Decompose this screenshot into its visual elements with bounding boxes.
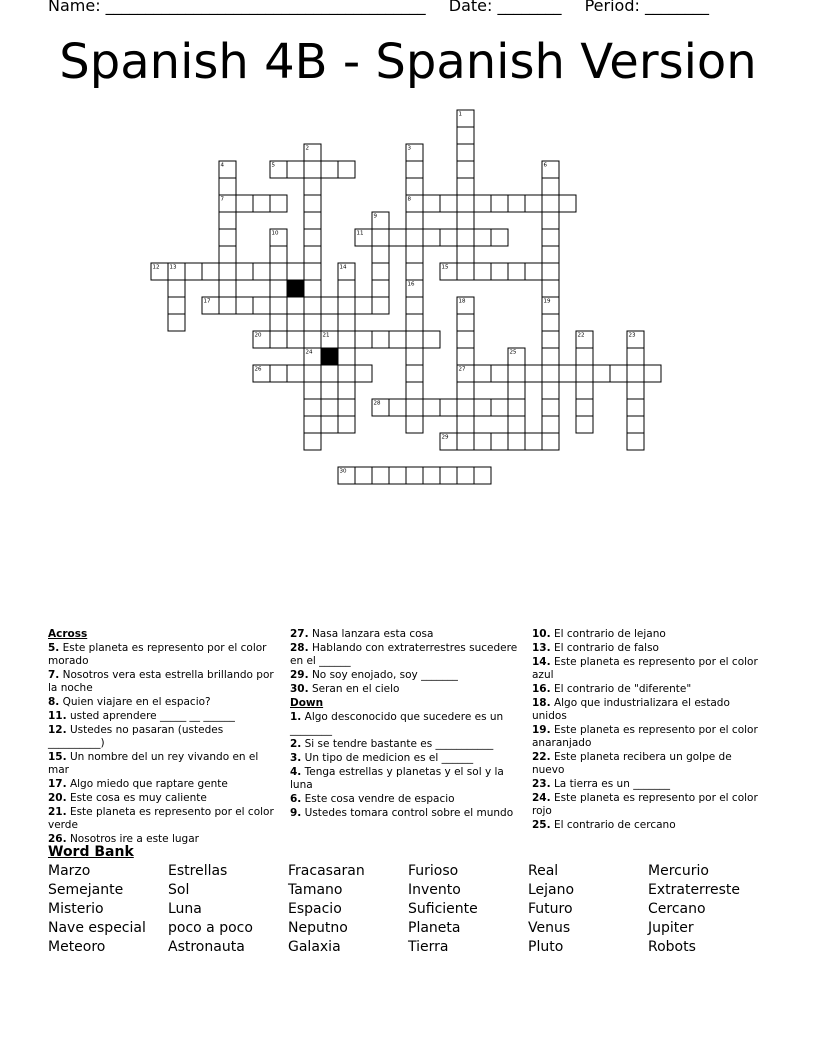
grid-cell[interactable] <box>389 399 406 416</box>
word-bank-item: Meteoro <box>48 939 106 955</box>
grid-cell[interactable] <box>423 229 440 246</box>
word-bank-item: Extraterreste <box>648 882 741 898</box>
word-bank-item: Suficiente <box>408 901 478 917</box>
clue-column-3 <box>532 628 764 833</box>
grid-cell[interactable] <box>474 433 491 450</box>
grid-cell[interactable] <box>321 382 338 399</box>
grid-cell[interactable] <box>406 212 423 229</box>
grid-cell[interactable] <box>338 314 355 331</box>
grid-cell[interactable] <box>457 348 474 365</box>
grid-cell[interactable] <box>304 382 321 399</box>
grid-cell[interactable] <box>304 331 321 348</box>
grid-cell[interactable] <box>542 433 559 450</box>
word-bank-item: Pluto <box>528 939 564 955</box>
grid-cell[interactable] <box>321 416 338 433</box>
grid-cell[interactable] <box>406 399 423 416</box>
grid-cell[interactable] <box>440 229 457 246</box>
clue: 18. Algo que industrializara el estado unidos <box>532 697 730 722</box>
grid-cell[interactable] <box>236 195 253 212</box>
grid-cell[interactable] <box>457 382 474 399</box>
grid-cell[interactable] <box>168 280 185 297</box>
clue-number: 14 <box>339 264 347 271</box>
grid-cell[interactable] <box>372 297 389 314</box>
grid-cell[interactable] <box>338 382 355 399</box>
grid-cell[interactable] <box>457 195 474 212</box>
clue: 16. El contrario de "diferente" <box>532 683 692 695</box>
clue-number: 4 <box>220 162 224 169</box>
clue: 2. Si se tendre bastante es ___________ <box>290 738 494 750</box>
word-bank-item: Lejano <box>528 882 575 898</box>
word-bank-item: Galaxia <box>288 939 341 955</box>
grid-cell[interactable] <box>304 195 321 212</box>
grid-cell[interactable] <box>406 246 423 263</box>
grid-cell[interactable] <box>508 416 525 433</box>
word-bank-item: Cercano <box>648 901 706 917</box>
clue: 14. Este planeta es represento por el color azul <box>532 656 758 681</box>
grid-cell[interactable] <box>610 365 627 382</box>
grid-cell[interactable] <box>457 416 474 433</box>
word-bank-item: Sol <box>168 882 190 898</box>
grid-cell[interactable] <box>457 161 474 178</box>
word-bank-item: Espacio <box>288 901 342 917</box>
grid-cell[interactable] <box>304 416 321 433</box>
grid-cell[interactable] <box>304 229 321 246</box>
clue-number: 25 <box>509 349 517 356</box>
word-bank-item: Luna <box>168 901 202 917</box>
grid-cell[interactable] <box>627 433 644 450</box>
grid-cell[interactable] <box>576 399 593 416</box>
grid-cell[interactable] <box>168 297 185 314</box>
word-bank-item: Robots <box>648 939 696 955</box>
grid-cell[interactable] <box>270 246 287 263</box>
clue-number: 20 <box>254 332 262 339</box>
grid-cell[interactable] <box>406 229 423 246</box>
clue-number: 2 <box>305 145 309 152</box>
grid-cell[interactable] <box>270 263 287 280</box>
grid-cell[interactable] <box>542 195 559 212</box>
grid-cell[interactable] <box>338 280 355 297</box>
clue: 26. Nosotros ire a este lugar <box>48 833 199 845</box>
clue-number: 10 <box>271 230 279 237</box>
grid-cell[interactable] <box>576 348 593 365</box>
period-field[interactable]: Period: ________ <box>584 0 709 15</box>
word-bank-item: Neputno <box>288 920 348 936</box>
grid-cell[interactable] <box>270 280 287 297</box>
clue: 6. Este cosa vendre de espacio <box>290 793 455 805</box>
word-bank-item: poco a poco <box>168 920 253 936</box>
word-bank-item: Venus <box>528 920 571 936</box>
grid-cell[interactable] <box>474 365 491 382</box>
grid-cell[interactable] <box>304 399 321 416</box>
grid-cell[interactable] <box>287 331 304 348</box>
grid-cell[interactable] <box>593 365 610 382</box>
clue: 19. Este planeta es represento por el color anaranjado <box>532 724 758 749</box>
grid-cell[interactable] <box>474 399 491 416</box>
grid-cell[interactable] <box>219 212 236 229</box>
clue-number: 21 <box>322 332 330 339</box>
grid-cell[interactable] <box>491 433 508 450</box>
clue-number: 15 <box>441 264 449 271</box>
clue-number: 6 <box>543 162 547 169</box>
word-bank-item: Tierra <box>408 939 449 955</box>
grid-cell[interactable] <box>644 365 661 382</box>
word-bank-item: Nave especial <box>48 920 146 936</box>
clue-column-2 <box>290 628 522 821</box>
grid-cell[interactable] <box>406 263 423 280</box>
clue-section-title: Down <box>290 697 324 709</box>
grid-cell[interactable] <box>304 263 321 280</box>
grid-cell[interactable] <box>457 331 474 348</box>
word-bank <box>48 862 768 957</box>
grid-cell[interactable] <box>542 263 559 280</box>
grid-cell[interactable] <box>508 399 525 416</box>
grid-cell[interactable] <box>457 229 474 246</box>
grid-cell[interactable] <box>304 178 321 195</box>
clue: 9. Ustedes tomara control sobre el mundo <box>290 807 514 819</box>
clue-number: 13 <box>169 264 177 271</box>
grid-cell[interactable] <box>423 195 440 212</box>
grid-cell[interactable] <box>559 365 576 382</box>
grid-cell[interactable] <box>457 127 474 144</box>
clue: 3. Un tipo de medicion es el ______ <box>290 752 474 764</box>
grid-cell[interactable] <box>423 399 440 416</box>
grid-cell[interactable] <box>525 263 542 280</box>
grid-cell[interactable] <box>440 399 457 416</box>
grid-cell[interactable] <box>304 433 321 450</box>
clue-number: 18 <box>458 298 466 305</box>
grid-cell[interactable] <box>321 161 338 178</box>
grid-cell[interactable] <box>355 297 372 314</box>
grid-cell[interactable] <box>338 331 355 348</box>
grid-cell[interactable] <box>406 348 423 365</box>
grid-cell[interactable] <box>355 365 372 382</box>
grid-cell[interactable] <box>627 348 644 365</box>
clue: 11. usted aprendere _____ __ ______ <box>48 710 235 722</box>
grid-cell[interactable] <box>440 195 457 212</box>
grid-cell[interactable] <box>406 331 423 348</box>
grid-cell[interactable] <box>457 178 474 195</box>
grid-cell[interactable] <box>236 263 253 280</box>
clue-section-title: Across <box>48 628 88 640</box>
grid-cell[interactable] <box>542 246 559 263</box>
grid-cell[interactable] <box>219 297 236 314</box>
grid-cell[interactable] <box>508 433 525 450</box>
grid-cell[interactable] <box>406 161 423 178</box>
grid-cell[interactable] <box>457 212 474 229</box>
clue: 30. Seran en el cielo <box>290 683 400 695</box>
grid-cell[interactable] <box>474 229 491 246</box>
page-title: Spanish 4B - Spanish Version <box>59 34 757 90</box>
word-bank-item: Jupiter <box>648 920 694 936</box>
grid-cell[interactable] <box>372 246 389 263</box>
word-bank-item: Marzo <box>48 863 91 879</box>
clue: 22. Este planeta recibera un golpe de nuevo <box>532 751 732 776</box>
grid-cell[interactable] <box>406 314 423 331</box>
grid-cell[interactable] <box>406 178 423 195</box>
grid-cell[interactable] <box>321 399 338 416</box>
grid-cell[interactable] <box>508 195 525 212</box>
grid-cell[interactable] <box>287 161 304 178</box>
grid-cell[interactable] <box>389 467 406 484</box>
grid-cell[interactable] <box>457 467 474 484</box>
grid-cell[interactable] <box>304 280 321 297</box>
grid-cell[interactable] <box>338 161 355 178</box>
grid-cell[interactable] <box>423 467 440 484</box>
clue: 25. El contrario de cercano <box>532 819 676 831</box>
word-bank-item: Mercurio <box>648 863 709 879</box>
clue: 20. Este cosa es muy caliente <box>48 792 207 804</box>
grid-cell[interactable] <box>576 365 593 382</box>
clue-number: 27 <box>458 366 466 373</box>
clue: 8. Quien viajare en el espacio? <box>48 696 211 708</box>
clue-number: 11 <box>356 230 364 237</box>
clue: 28. Hablando con extraterrestres sucedere en el ______ <box>290 642 518 667</box>
grid-cell[interactable] <box>474 263 491 280</box>
grid-cell[interactable] <box>423 331 440 348</box>
clue-number: 26 <box>254 366 262 373</box>
clue: 15. Un nombre del un rey vivando en el mar <box>48 751 259 776</box>
clue-number: 29 <box>441 434 449 441</box>
clue-number: 16 <box>407 281 415 288</box>
word-bank-item: Estrellas <box>168 863 228 879</box>
word-bank-item: Fracasaran <box>288 863 365 879</box>
word-bank-item: Real <box>528 863 559 879</box>
grid-cell[interactable] <box>457 399 474 416</box>
grid-cell[interactable] <box>185 263 202 280</box>
grid-cell[interactable] <box>355 331 372 348</box>
grid-cell[interactable] <box>253 297 270 314</box>
grid-cell[interactable] <box>559 195 576 212</box>
clue: 12. Ustedes no pasaran (ustedes __________) <box>48 724 224 749</box>
clue: 7. Nosotros vera esta estrella brillando por la noche <box>48 669 274 694</box>
word-bank-item: Misterio <box>48 901 104 917</box>
grid-cell[interactable] <box>627 382 644 399</box>
grid-cell[interactable] <box>508 382 525 399</box>
grid-cell[interactable] <box>219 280 236 297</box>
grid-cell[interactable] <box>287 297 304 314</box>
grid-cell[interactable] <box>525 433 542 450</box>
grid-cell[interactable] <box>542 399 559 416</box>
grid-cell[interactable] <box>304 212 321 229</box>
clue-number: 3 <box>407 145 411 152</box>
word-bank-item: Futuro <box>528 901 573 917</box>
clue-number: 17 <box>203 298 211 305</box>
crossword-grid <box>0 0 816 500</box>
grid-cell[interactable] <box>372 263 389 280</box>
grid-cell[interactable] <box>627 365 644 382</box>
grid-cell[interactable] <box>457 263 474 280</box>
grid-cell[interactable] <box>576 382 593 399</box>
grid-cell[interactable] <box>168 314 185 331</box>
clue: 17. Algo miedo que raptare gente <box>48 778 228 790</box>
clue-number: 8 <box>407 196 411 203</box>
grid-cell[interactable] <box>338 365 355 382</box>
grid-cell[interactable] <box>270 297 287 314</box>
clue-number: 22 <box>577 332 585 339</box>
word-bank-item: Semejante <box>48 882 124 898</box>
grid-cell[interactable] <box>372 229 389 246</box>
grid-cell[interactable] <box>525 195 542 212</box>
name-field[interactable]: Name: ________________________________________ <box>48 0 426 15</box>
grid-cell[interactable] <box>219 229 236 246</box>
clue-number: 1 <box>458 111 462 118</box>
grid-cell[interactable] <box>372 467 389 484</box>
grid-cell[interactable] <box>372 331 389 348</box>
grid-cell[interactable] <box>440 467 457 484</box>
clue-number: 9 <box>373 213 377 220</box>
clue-number: 24 <box>305 349 313 356</box>
grid-cell[interactable] <box>525 365 542 382</box>
grid-cell[interactable] <box>627 399 644 416</box>
grid-cell[interactable] <box>457 246 474 263</box>
grid-cell[interactable] <box>304 314 321 331</box>
grid-cell[interactable] <box>338 348 355 365</box>
grid-cell[interactable] <box>304 246 321 263</box>
grid-cell[interactable] <box>321 297 338 314</box>
grid-cell[interactable] <box>389 331 406 348</box>
grid-cell[interactable] <box>338 297 355 314</box>
grid-cell[interactable] <box>287 263 304 280</box>
grid-cell[interactable] <box>491 365 508 382</box>
grid-cell[interactable] <box>253 195 270 212</box>
grid-cell[interactable] <box>508 365 525 382</box>
grid-cell[interactable] <box>474 467 491 484</box>
grid-cell[interactable] <box>542 178 559 195</box>
clue-number: 7 <box>220 196 224 203</box>
grid-cell[interactable] <box>253 263 270 280</box>
clue: 1. Algo desconocido que sucedere es un ________ <box>290 711 504 736</box>
grid-cell[interactable] <box>202 263 219 280</box>
grid-cell[interactable] <box>542 212 559 229</box>
grid-cell[interactable] <box>542 416 559 433</box>
grid-cell[interactable] <box>219 263 236 280</box>
clue: 24. Este planeta es represento por el color rojo <box>532 792 758 817</box>
word-bank-title: Word Bank <box>48 844 134 860</box>
grid-cell[interactable] <box>474 195 491 212</box>
grid-cell[interactable] <box>627 416 644 433</box>
clue: 21. Este planeta es represento por el color verde <box>48 806 274 831</box>
grid-cell[interactable] <box>270 195 287 212</box>
grid-cell[interactable] <box>508 263 525 280</box>
word-bank-item: Furioso <box>408 863 459 879</box>
grid-cell[interactable] <box>270 365 287 382</box>
grid-cell[interactable] <box>542 348 559 365</box>
grid-cell[interactable] <box>491 195 508 212</box>
grid-cell[interactable] <box>287 365 304 382</box>
grid-cell[interactable] <box>491 399 508 416</box>
grid-cell[interactable] <box>542 280 559 297</box>
grid-cell[interactable] <box>542 382 559 399</box>
grid-cell[interactable] <box>304 365 321 382</box>
grid-cell[interactable] <box>542 229 559 246</box>
grid-cell[interactable] <box>406 467 423 484</box>
clue-column-1 <box>48 628 280 847</box>
grid-cell[interactable] <box>491 229 508 246</box>
clue: 23. La tierra es un _______ <box>532 778 670 790</box>
grid-cell[interactable] <box>355 467 372 484</box>
date-field[interactable]: Date: ________ <box>448 0 562 15</box>
grid-cell[interactable] <box>406 297 423 314</box>
clue-number: 19 <box>543 298 551 305</box>
clue: 13. El contrario de falso <box>532 642 659 654</box>
grid-cell[interactable] <box>406 365 423 382</box>
grid-cell[interactable] <box>389 229 406 246</box>
grid-block <box>287 280 304 297</box>
grid-cell[interactable] <box>270 331 287 348</box>
clue: 29. No soy enojado, soy _______ <box>290 669 458 681</box>
clue-number: 30 <box>339 468 347 475</box>
grid-cell[interactable] <box>338 399 355 416</box>
word-bank-item: Invento <box>408 882 461 898</box>
word-bank-item: Tamano <box>288 882 343 898</box>
grid-cell[interactable] <box>219 178 236 195</box>
grid-cell[interactable] <box>542 365 559 382</box>
grid-cell[interactable] <box>338 416 355 433</box>
grid-block <box>321 348 338 365</box>
clue: 4. Tenga estrellas y planetas y el sol y la luna <box>290 766 504 791</box>
clue-number: 28 <box>373 400 381 407</box>
word-bank-item: Planeta <box>408 920 461 936</box>
grid-cell[interactable] <box>372 280 389 297</box>
grid-cell[interactable] <box>236 297 253 314</box>
grid-cell[interactable] <box>219 246 236 263</box>
grid-cell[interactable] <box>406 382 423 399</box>
grid-cell[interactable] <box>321 365 338 382</box>
grid-cell[interactable] <box>542 331 559 348</box>
grid-cell[interactable] <box>457 144 474 161</box>
grid-cell[interactable] <box>304 297 321 314</box>
grid-cell[interactable] <box>576 416 593 433</box>
word-bank-item: Astronauta <box>168 939 245 955</box>
clue-number: 5 <box>271 162 275 169</box>
clue: 5. Este planeta es represento por el color morado <box>48 642 267 667</box>
clue: 27. Nasa lanzara esta cosa <box>290 628 434 640</box>
clue: 10. El contrario de lejano <box>532 628 666 640</box>
grid-cell[interactable] <box>304 161 321 178</box>
grid-cell[interactable] <box>542 314 559 331</box>
grid-cell[interactable] <box>457 314 474 331</box>
clue-number: 23 <box>628 332 636 339</box>
clue-number: 12 <box>152 264 160 271</box>
grid-cell[interactable] <box>270 314 287 331</box>
grid-cell[interactable] <box>491 263 508 280</box>
grid-cell[interactable] <box>406 416 423 433</box>
grid-cell[interactable] <box>457 433 474 450</box>
